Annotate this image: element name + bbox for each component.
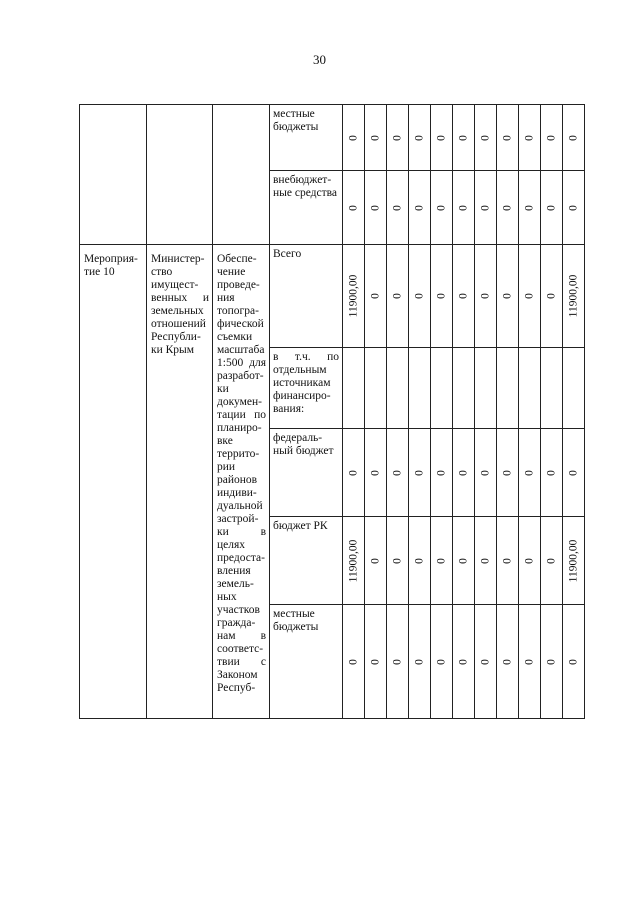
value-text: 0 — [501, 469, 513, 476]
value-cell — [387, 245, 409, 348]
value-cell — [541, 105, 563, 171]
value-cell — [365, 171, 387, 245]
value-text: 0 — [523, 469, 535, 476]
value-cell — [409, 429, 431, 517]
value-cell — [497, 605, 519, 719]
value-cell — [409, 105, 431, 171]
source-cell — [270, 517, 343, 605]
value-text: 0 — [391, 658, 403, 665]
value-cell — [519, 245, 541, 348]
table-row — [80, 245, 585, 348]
value-cell — [475, 429, 497, 517]
source-cell — [270, 605, 343, 719]
value-text: 0 — [567, 469, 579, 476]
value-cell — [431, 105, 453, 171]
value-text: 0 — [457, 204, 469, 211]
value-text: 0 — [435, 557, 447, 564]
value-cell — [497, 105, 519, 171]
value-cell — [541, 245, 563, 348]
source-cell-text: Всего — [273, 248, 302, 260]
value-cell — [497, 348, 519, 429]
value-cell — [365, 429, 387, 517]
value-cell — [409, 171, 431, 245]
value-text: 0 — [457, 658, 469, 665]
value-text: 0 — [435, 658, 447, 665]
value-text: 0 — [479, 293, 491, 299]
value-cell — [541, 605, 563, 719]
value-text: 0 — [523, 134, 535, 141]
value-cell — [453, 171, 475, 245]
value-cell — [519, 171, 541, 245]
value-text: 0 — [413, 204, 425, 211]
source-cell-text: местные бюджеты — [273, 108, 319, 133]
value-cell — [365, 348, 387, 429]
value-cell — [475, 105, 497, 171]
value-cell — [431, 348, 453, 429]
value-cell — [541, 429, 563, 517]
value-text: 0 — [545, 204, 557, 211]
value-cell — [497, 429, 519, 517]
value-cell — [519, 429, 541, 517]
value-text: 0 — [391, 469, 403, 476]
value-cell — [519, 348, 541, 429]
executor-cell-text: Министер-ство имущест-венных и земельных отношений Республи-ки Крым — [151, 253, 209, 356]
value-text: 11900,00 — [347, 539, 359, 582]
value-text: 0 — [369, 134, 381, 141]
value-text: 0 — [457, 469, 469, 476]
value-text: 0 — [347, 134, 359, 141]
value-text: 0 — [391, 134, 403, 141]
value-cell — [475, 605, 497, 719]
value-text: 0 — [413, 469, 425, 476]
value-cell — [541, 171, 563, 245]
source-cell — [270, 105, 343, 171]
value-text: 0 — [545, 658, 557, 665]
value-cell — [409, 245, 431, 348]
value-cell — [453, 105, 475, 171]
empty-cell — [147, 105, 213, 245]
source-cell — [270, 348, 343, 429]
event-name-cell-text: Мероприя-тие 10 — [84, 253, 138, 278]
value-text: 0 — [413, 293, 425, 299]
value-cell — [475, 245, 497, 348]
value-cell — [519, 105, 541, 171]
value-text: 0 — [479, 658, 491, 665]
value-text: 0 — [391, 557, 403, 564]
value-cell — [453, 245, 475, 348]
value-cell — [343, 517, 365, 605]
value-text: 0 — [435, 204, 447, 211]
value-cell — [453, 605, 475, 719]
value-text: 0 — [413, 557, 425, 564]
value-cell — [343, 605, 365, 719]
value-text: 0 — [501, 204, 513, 211]
value-cell — [563, 171, 585, 245]
value-text: 0 — [567, 134, 579, 141]
value-cell — [475, 517, 497, 605]
value-text: 0 — [391, 204, 403, 211]
value-text: 0 — [479, 134, 491, 141]
value-cell — [343, 348, 365, 429]
value-cell — [563, 429, 585, 517]
value-cell — [475, 171, 497, 245]
value-cell — [497, 245, 519, 348]
value-text: 0 — [545, 134, 557, 141]
description-cell — [213, 245, 270, 719]
value-cell — [343, 171, 365, 245]
value-text: 0 — [435, 134, 447, 141]
value-text: 0 — [347, 658, 359, 665]
value-cell — [387, 348, 409, 429]
value-text: 11900,00 — [347, 274, 359, 318]
value-text: 0 — [435, 469, 447, 476]
value-cell — [453, 517, 475, 605]
source-cell-text: в т.ч. по отдельным источникам финансиро-вания: — [273, 351, 339, 415]
value-cell — [343, 429, 365, 517]
value-cell — [475, 348, 497, 429]
value-cell — [497, 171, 519, 245]
value-cell — [343, 105, 365, 171]
description-cell-text: Обеспе-чение проведе-ния топогра-фической съемки масштаба 1:500 для разработ-ки докумен-тации по планиро-вке террито-рии районов индиви-дуальной застрой-ки в целях предоста-вления земель-ных участков гражда-нам в соответс-твии с Законом Респуб- — [217, 253, 266, 694]
value-text: 0 — [369, 204, 381, 211]
event-name-cell — [80, 245, 147, 719]
value-cell — [519, 605, 541, 719]
value-text: 0 — [347, 469, 359, 476]
value-cell — [409, 517, 431, 605]
value-text: 0 — [457, 293, 469, 299]
page-number: 30 — [313, 52, 326, 67]
value-text: 0 — [479, 557, 491, 564]
value-text: 0 — [523, 293, 535, 299]
value-cell — [431, 245, 453, 348]
value-text: 0 — [567, 658, 579, 665]
value-text: 0 — [545, 293, 557, 299]
value-cell — [387, 105, 409, 171]
value-cell — [431, 605, 453, 719]
source-cell — [270, 429, 343, 517]
budget-table — [79, 104, 585, 719]
value-cell — [497, 517, 519, 605]
value-cell — [541, 348, 563, 429]
value-cell — [343, 245, 365, 348]
value-text: 0 — [413, 134, 425, 141]
value-text: 11900,00 — [567, 274, 579, 318]
value-text: 0 — [501, 134, 513, 141]
executor-cell — [147, 245, 213, 719]
source-cell-text: местные бюджеты — [273, 608, 319, 633]
value-text: 0 — [523, 557, 535, 564]
value-text: 0 — [501, 293, 513, 299]
empty-cell — [213, 105, 270, 245]
value-cell — [365, 245, 387, 348]
value-text: 0 — [457, 134, 469, 141]
value-cell — [387, 171, 409, 245]
value-text: 0 — [457, 557, 469, 564]
value-text: 0 — [567, 204, 579, 211]
value-cell — [387, 605, 409, 719]
empty-cell — [80, 105, 147, 245]
value-cell — [409, 605, 431, 719]
value-text: 0 — [545, 557, 557, 564]
value-cell — [365, 605, 387, 719]
value-text: 0 — [501, 658, 513, 665]
value-text: 0 — [523, 658, 535, 665]
value-text: 0 — [435, 293, 447, 299]
value-cell — [409, 348, 431, 429]
value-text: 0 — [369, 557, 381, 564]
source-cell-text: бюджет РК — [273, 520, 328, 532]
value-text: 0 — [479, 469, 491, 476]
value-cell — [519, 517, 541, 605]
source-cell-text: федераль-ный бюджет — [273, 432, 334, 457]
value-text: 0 — [347, 204, 359, 211]
value-cell — [431, 517, 453, 605]
value-text: 0 — [369, 658, 381, 665]
value-cell — [563, 105, 585, 171]
value-cell — [365, 517, 387, 605]
value-cell — [387, 429, 409, 517]
value-text: 0 — [545, 469, 557, 476]
value-cell — [453, 348, 475, 429]
source-cell — [270, 171, 343, 245]
value-text: 0 — [369, 469, 381, 476]
value-text: 0 — [523, 204, 535, 211]
value-text: 0 — [369, 293, 381, 299]
value-cell — [563, 348, 585, 429]
value-cell — [431, 171, 453, 245]
value-text: 0 — [391, 293, 403, 299]
value-cell — [563, 245, 585, 348]
value-cell — [563, 605, 585, 719]
value-cell — [387, 517, 409, 605]
value-cell — [453, 429, 475, 517]
value-text: 0 — [479, 204, 491, 211]
source-cell-text: внебюджет-ные средства — [273, 174, 338, 199]
table-row — [80, 105, 585, 171]
value-cell — [563, 517, 585, 605]
value-cell — [541, 517, 563, 605]
value-cell — [365, 105, 387, 171]
value-cell — [431, 429, 453, 517]
value-text: 11900,00 — [567, 539, 579, 582]
value-text: 0 — [413, 658, 425, 665]
source-cell — [270, 245, 343, 348]
value-text: 0 — [501, 557, 513, 564]
